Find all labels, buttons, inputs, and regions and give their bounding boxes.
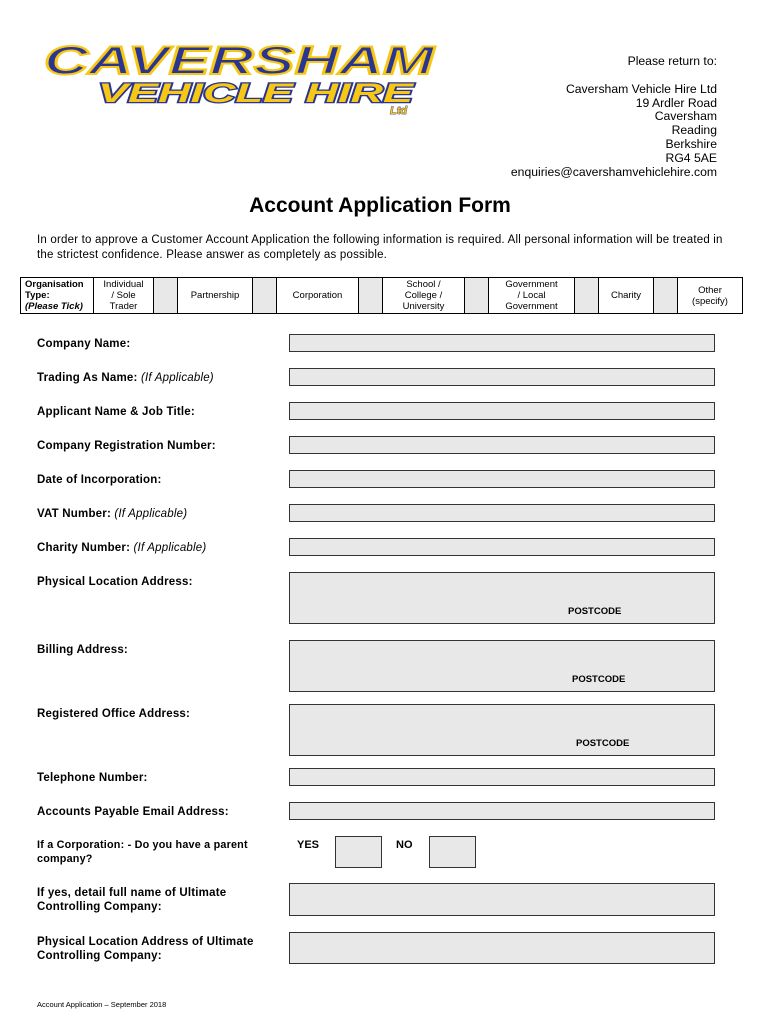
org-option-government-l3: Government <box>505 301 558 312</box>
tick-box-charity[interactable] <box>654 278 678 314</box>
org-option-sole-trader-l3: Trader <box>109 301 138 312</box>
address-line-email: enquiries@cavershamvehiclehire.com <box>510 164 717 179</box>
registered-office-label: Registered Office Address: <box>37 708 191 720</box>
applicant-label: Applicant Name & Job Title: <box>37 406 195 418</box>
tick-box-corporation[interactable] <box>359 278 383 314</box>
parent-company-question-l2: company? <box>37 853 93 865</box>
org-option-sole-trader <box>94 278 154 314</box>
org-option-other-l1: Other <box>698 284 722 296</box>
ultimate-address-field[interactable] <box>289 932 715 964</box>
ultimate-company-label <box>37 886 226 914</box>
org-option-sole-trader-l2: / Sole <box>111 290 136 301</box>
vat-label <box>37 507 187 521</box>
tick-box-school[interactable] <box>465 278 489 314</box>
return-address <box>511 55 717 179</box>
logo-line1: CAVERSHAM <box>44 40 437 83</box>
trading-as-field[interactable] <box>289 368 715 386</box>
charity-number-note: (If Applicable) <box>133 542 207 554</box>
no-label: NO <box>396 839 413 851</box>
trading-as-label-text: Trading As Name: <box>37 372 138 384</box>
date-incorporation-label: Date of Incorporation: <box>37 474 162 486</box>
org-option-corporation: Corporation <box>277 278 359 314</box>
vat-label-text: VAT Number: <box>37 508 111 520</box>
company-name-label: Company Name: <box>37 338 131 350</box>
footer-text: Account Application – September 2018 <box>37 1000 167 1009</box>
charity-number-label-text: Charity Number: <box>37 542 131 554</box>
company-logo <box>40 40 440 116</box>
tick-box-government[interactable] <box>575 278 599 314</box>
org-type-header-line1: Organisation <box>25 279 84 290</box>
page-title: Account Application Form <box>249 194 511 217</box>
no-checkbox[interactable] <box>429 836 476 868</box>
org-option-other[interactable] <box>678 278 743 314</box>
org-type-header-line3: (Please Tick) <box>25 301 83 312</box>
ultimate-company-field[interactable] <box>289 883 715 916</box>
registered-postcode-label: POSTCODE <box>576 738 630 749</box>
ultimate-address-label-l1: Physical Location Address of Ultimate <box>37 936 254 948</box>
org-option-other-l2: (specify) <box>692 295 728 307</box>
intro-text: In order to approve a Customer Account Application the following information is required. All personal information will be treated in the strictest confidence. Please answer as completely as possible. <box>37 234 723 261</box>
date-incorporation-field[interactable] <box>289 470 715 488</box>
ap-email-label: Accounts Payable Email Address: <box>37 806 229 818</box>
org-option-school-l1: School / <box>406 279 441 290</box>
tick-box-sole-trader[interactable] <box>154 278 178 314</box>
org-option-charity: Charity <box>599 278 654 314</box>
org-option-school-l3: University <box>402 301 445 312</box>
company-name-field[interactable] <box>289 334 715 352</box>
logo-ltd: Ltd <box>390 105 408 116</box>
parent-company-question-l1: If a Corporation: - Do you have a parent <box>37 839 248 851</box>
ultimate-address-label-l2: Controlling Company: <box>37 950 162 962</box>
company-reg-label: Company Registration Number: <box>37 440 216 452</box>
vat-field[interactable] <box>289 504 715 522</box>
address-line-area: Caversham <box>654 109 717 124</box>
ultimate-company-label-l2: Controlling Company: <box>37 901 162 913</box>
org-option-government-l2: / Local <box>517 290 546 301</box>
organisation-type-table <box>20 277 743 314</box>
address-line-street: 19 Ardler Road <box>635 95 717 110</box>
billing-address-field[interactable] <box>289 640 715 692</box>
trading-as-label <box>37 371 214 385</box>
address-line-town: Reading <box>671 123 717 138</box>
org-option-sole-trader-l1: Individual <box>103 279 144 290</box>
return-label: Please return to: <box>627 54 717 68</box>
ultimate-address-label <box>37 935 254 963</box>
registered-office-field[interactable] <box>289 704 715 756</box>
trading-as-note: (If Applicable) <box>140 372 214 384</box>
billing-postcode-label: POSTCODE <box>572 674 626 685</box>
applicant-field[interactable] <box>289 402 715 420</box>
physical-address-label: Physical Location Address: <box>37 576 193 588</box>
org-option-government-l1: Government <box>505 279 558 290</box>
address-line-company: Caversham Vehicle Hire Ltd <box>565 81 717 96</box>
charity-number-field[interactable] <box>289 538 715 556</box>
address-line-postcode: RG4 5AE <box>665 150 717 165</box>
yes-label: YES <box>297 839 320 851</box>
logo-line2: VEHICLE HIRE <box>98 78 415 108</box>
org-type-header-line2: Type: <box>25 290 50 301</box>
telephone-field[interactable] <box>289 768 715 786</box>
tick-box-partnership[interactable] <box>253 278 277 314</box>
org-option-government <box>489 278 575 314</box>
parent-company-question <box>37 838 248 866</box>
physical-address-field[interactable] <box>289 572 715 624</box>
telephone-label: Telephone Number: <box>37 772 148 784</box>
billing-address-label: Billing Address: <box>37 644 128 656</box>
vat-note: (If Applicable) <box>114 508 188 520</box>
org-option-partnership: Partnership <box>178 278 253 314</box>
company-reg-field[interactable] <box>289 436 715 454</box>
org-type-header <box>21 278 94 314</box>
ultimate-company-label-l1: If yes, detail full name of Ultimate <box>37 887 227 899</box>
charity-number-label <box>37 541 206 555</box>
org-option-school-l2: College / <box>404 290 443 301</box>
yes-checkbox[interactable] <box>335 836 382 868</box>
physical-postcode-label: POSTCODE <box>568 606 622 617</box>
address-line-county: Berkshire <box>665 136 717 151</box>
ap-email-field[interactable] <box>289 802 715 820</box>
org-option-school <box>383 278 465 314</box>
